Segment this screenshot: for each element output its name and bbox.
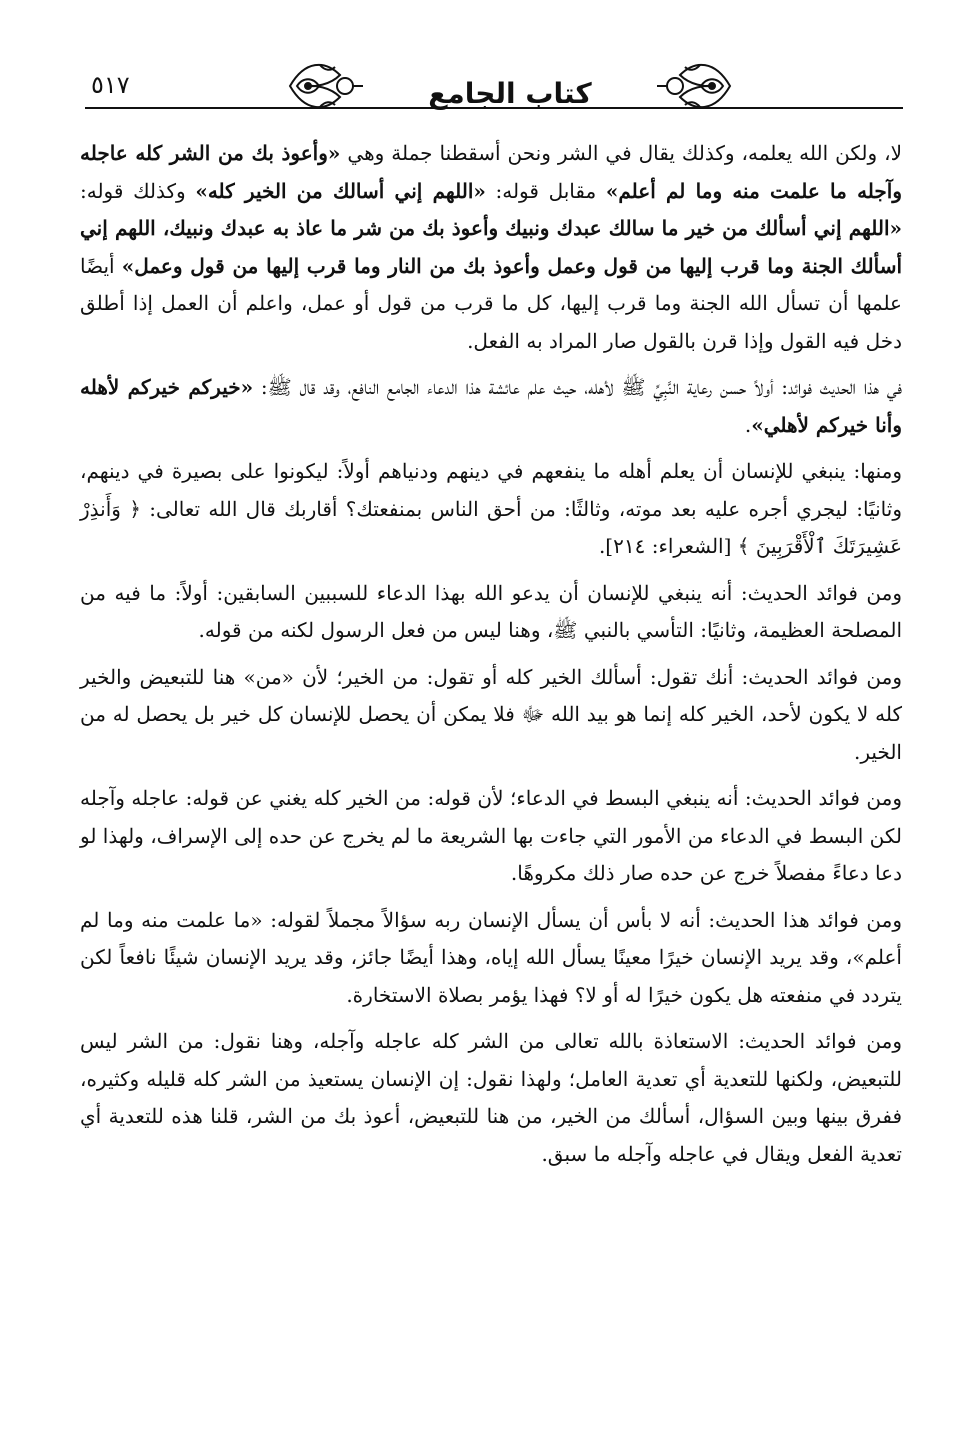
- text-segment: ومن فوائد هذا الحديث: أنه لا بأس أن يسأل الإنسان ربه سؤالاً مجملاً لقوله: «ما علمت منه وما لم أعلم»، وقد يريد الإنسان خيرًا معينًا يسأل الله إياه، وهذا أيضًا جائز، وقد يريد الإنسان شيئًا نافعاً لكن يتردد في منفعته هل يكون خيرًا له أو لا؟ فهذا يؤمر بصلاة الاستخارة.: [80, 907, 902, 1007]
- hadith-quote: «وأعوذ بك من الشر كله عاجله وآجله ما علمت منه وما لم أعلم»: [80, 141, 902, 203]
- text-segment: ومن فوائد الحديث: أنه ينبغي للإنسان أن يدعو الله بهذا الدعاء للسببين السابقين: أولاً: ما فيه من المصلحة العظيمة، وثانيًا: التأسي بالنبي ﷺ، وهنا ليس من فعل الرسول لكنه من قوله.: [80, 580, 902, 642]
- text-segment: في هذا الحديث فوائد: أولاً حسن رعاية النَّبِيِّ ﷺ لأهله، حيث علم عائشة هذا الدعاء الجامع النافع، وقد قال ﷺ:: [253, 375, 902, 399]
- paragraph: [80, 902, 902, 1015]
- hadith-quote: «اللهم إني أسألك من خير ما سالك عبدك ونبيك وأعوذ بك من شر ما عاذ به عبدك ونبيك، اللهم إني أسألك الجنة وما قرب إليها من قول وعمل وأعوذ بك من النار وما قرب إليها من قول وعمل»: [80, 216, 903, 278]
- book-title: كتاب الجامع: [428, 77, 592, 110]
- paragraph: [80, 453, 902, 566]
- paragraph: [80, 369, 902, 444]
- text-segment: مقابل قوله:: [485, 178, 606, 203]
- text-segment: وكذلك قوله:: [80, 178, 196, 203]
- paragraph: [80, 135, 902, 360]
- paragraph: [80, 575, 902, 650]
- text-segment: ومن فوائد الحديث: أنك تقول: أسألك الخير كله أو تقول: من الخير؛ لأن «من» هنا للتبعيض والخير كله لا يكون لأحد، الخير كله إنما هو بيد الله ﷻ فلا يمكن أن يحصل للإنسان كل خير بل يحصل له من الخير.: [80, 664, 902, 764]
- ornament-icon: [285, 55, 365, 117]
- main-text: [80, 135, 902, 1182]
- paragraph: [80, 780, 902, 893]
- text-segment: لا، ولكن الله يعلمه، وكذلك يقال في الشر ونحن أسقطنا جملة وهي: [340, 141, 903, 165]
- text-segment: .: [744, 412, 752, 437]
- ornament-icon: [655, 55, 735, 117]
- paragraph: [80, 659, 902, 772]
- text-segment: ومن فوائد الحديث: أنه ينبغي البسط في الدعاء؛ لأن قوله: من الخير كله يغني عن قوله: عاجله وآجله لكن البسط في الدعاء من الأمور التي جاءت بها الشريعة ما لم يخرج عن حده إلى الإسراف، ولهذا لو دعا دعاءً مفصلاً خرج عن حده صار ذلك مكروهًا.: [80, 786, 902, 885]
- page-number: ٥١٧: [91, 71, 130, 99]
- hadith-quote: «خيركم خيركم لأهله وأنا خيركم لأهلي»: [80, 375, 902, 437]
- page-header: [85, 55, 903, 125]
- text-segment: ومنها: ينبغي للإنسان أن يعلم أهله ما ينفعهم في دينهم ودنياهم أولاً: ليكونوا على بصيرة في دينهم، وثانيًا: ليجري أجره عليه بعد موته، وثالثًا: من أحق الناس بمنفعتك؟ أقاربك قال الله تعالى: ﴿ وَأَنذِرْ عَشِيرَتَكَ ٱلْأَقْرَبِينَ ﴾ [الشعراء: ٢١٤].: [80, 459, 902, 558]
- paragraph: [80, 1023, 902, 1173]
- text-segment: أيضًا علمها أن تسأل الله الجنة وما قرب إليها، كل ما قرب من قول أو عمل، واعلم أن العمل إذا أطلق دخل فيه القول وإذا قرن بالقول صار المراد به الفعل.: [80, 253, 902, 353]
- hadith-quote: «اللهم إني أسالك من الخير كله»: [195, 178, 486, 203]
- text-segment: ومن فوائد الحديث: الاستعاذة بالله تعالى من الشر كله عاجله وآجله، وهنا نقول: من الشر ليس للتبعيض، ولكنها للتعدية أي تعدية العامل؛ ولهذا نقول: إن الإنسان يستعيذ من الشر كله قليله وكثيره، ففرق بينها وبين السؤال، أسألك من الخير، من هنا للتبعيض، أعوذ بك من الشر، قلنا هذه للتعدية أي تعدية الفعل ويقال في عاجله وآجله ما سبق.: [80, 1029, 902, 1166]
